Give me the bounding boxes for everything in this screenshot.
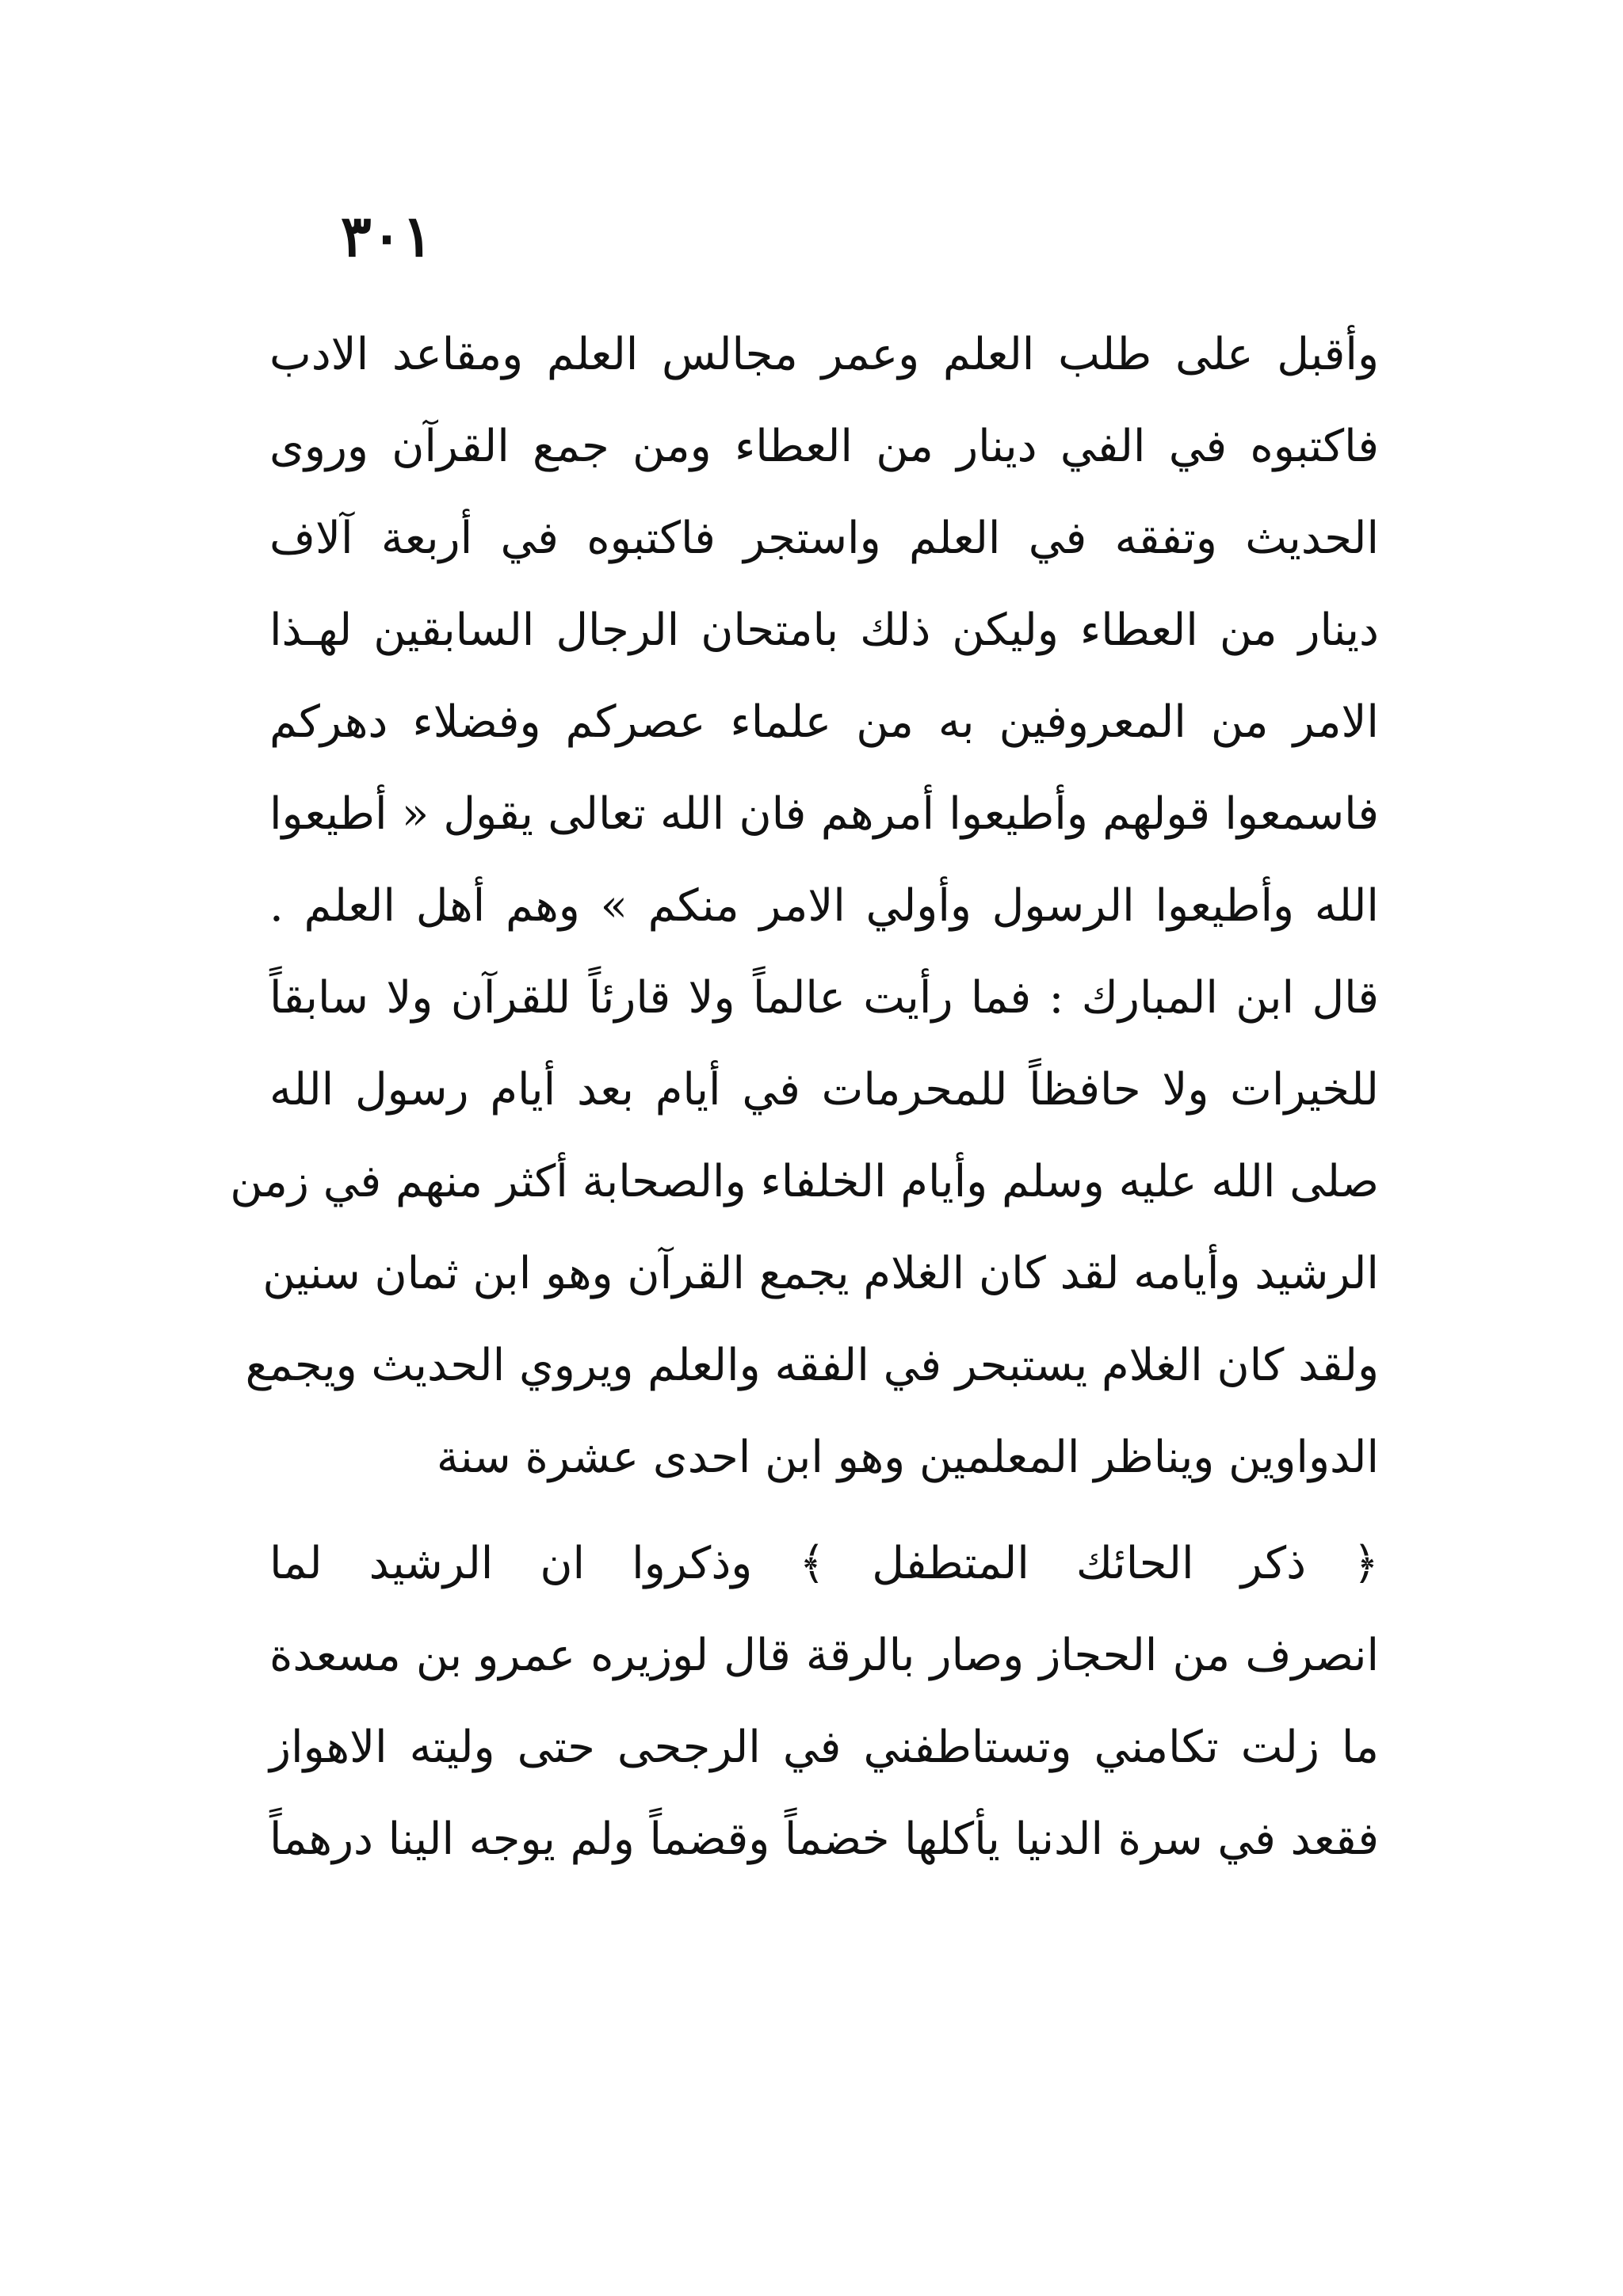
text-line: ما زلت تكامني وتستاطفني في الرجحى حتى وليته الاهواز	[269, 1722, 1379, 1773]
page-number: ٣٠١	[341, 202, 433, 269]
text-line: فقعد في سرة الدنيا يأكلها خضماً وقضماً ولم يوجه الينا درهماً	[269, 1814, 1379, 1865]
section-heading-line: ﴿ ذكر الحائك المتطفل ﴾ وذكروا ان الرشيد لما	[269, 1538, 1379, 1589]
text-line: وأقبل على طلب العلم وعمر مجالس العلم ومقاعد الادب	[269, 329, 1379, 380]
text-line: الامر من المعروفين به من علماء عصركم وفضلاء دهركم	[269, 696, 1379, 748]
text-line: الحديث وتفقه في العلم واستجر فاكتبوه في أربعة آلاف	[269, 513, 1379, 564]
text-line: انصرف من الحجاز وصار بالرقة قال لوزيره عمرو بن مسعدة	[269, 1630, 1380, 1681]
body-text	[230, 309, 1380, 1886]
text-line: قال ابن المبارك : فما رأيت عالماً ولا قارئاً للقرآن ولا سابقاً	[269, 972, 1379, 1024]
text-line: الرشيد وأيامه لقد كان الغلام يجمع القرآن وهو ابن ثمان سنين	[262, 1248, 1379, 1299]
text-line: للخيرات ولا حافظاً للمحرمات في أيام بعد أيام رسول الله	[269, 1064, 1379, 1116]
text-line: صلى الله عليه وسلم وأيام الخلفاء والصحابة أكثر منهم في زمن	[230, 1156, 1379, 1207]
text-line: الله وأطيعوا الرسول وأولي الامر منكم » وهم أهل العلم .	[269, 880, 1379, 932]
text-line: فاكتبوه في الفي دينار من العطاء ومن جمع القرآن وروى	[269, 421, 1379, 472]
text-line: ولقد كان الغلام يستبحر في الفقه والعلم ويروي الحديث ويجمع	[245, 1340, 1379, 1391]
text-line: دينار من العطاء وليكن ذلك بامتحان الرجال السابقين لهـذا	[269, 605, 1379, 656]
text-line: الدواوين ويناظر المعلمين وهو ابن احدى عشرة سنة	[436, 1432, 1379, 1483]
text-line: فاسمعوا قولهم وأطيعوا أمرهم فان الله تعالى يقول « أطيعوا	[269, 788, 1379, 840]
